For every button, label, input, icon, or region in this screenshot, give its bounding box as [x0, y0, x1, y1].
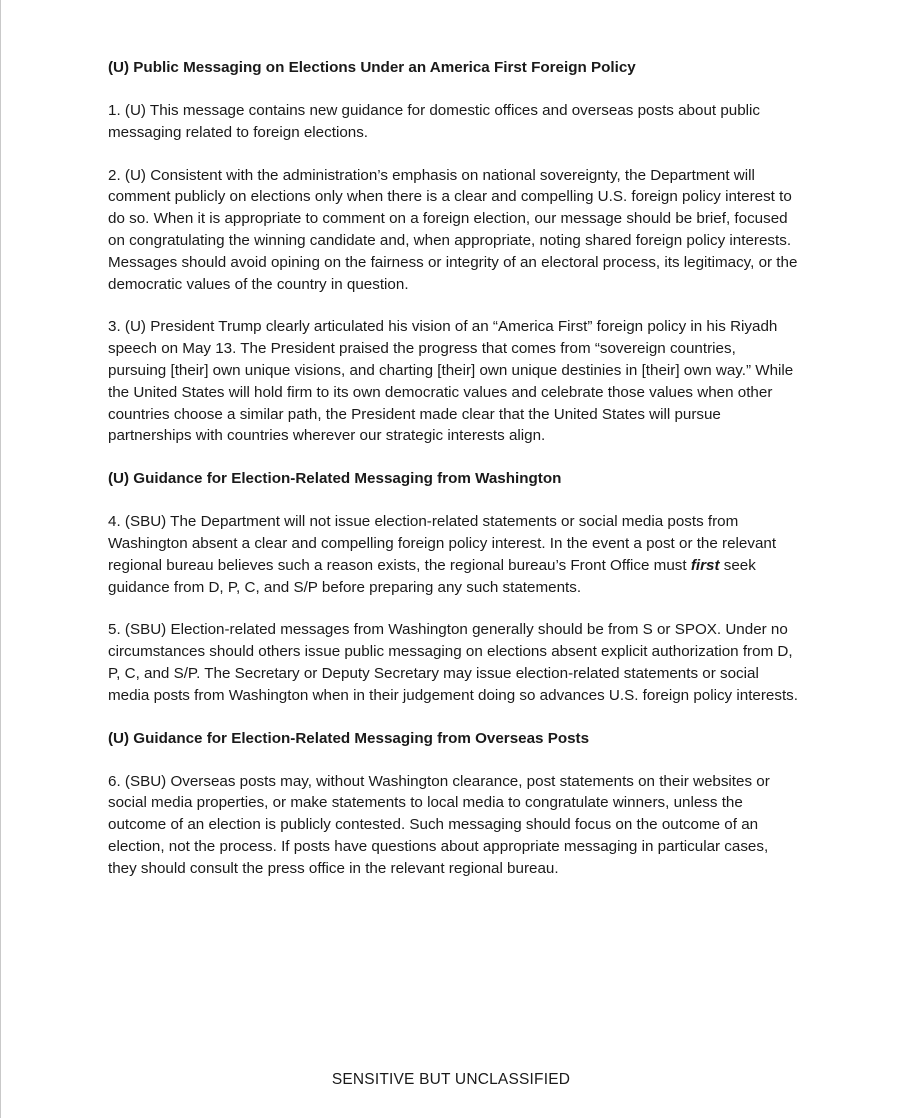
paragraph-5: 5. (SBU) Election-related messages from Washington generally should be from S or SPOX. Under no circumstances should others issue public messaging on elections absent explicit authorization from D, P, C, and S/P. The Secretary or Deputy Secretary may issue election-related statements or social media posts from Washington when in their judgement doing so advances U.S. foreign policy interests.	[108, 621, 798, 704]
paragraph-4-emphasis: first	[690, 556, 720, 574]
section-heading-washington: (U) Guidance for Election-Related Messaging from Washington	[108, 470, 562, 488]
paragraph-3: 3. (U) President Trump clearly articulated his vision of an “America First” foreign policy in his Riyadh speech on May 13. The President praised the progress that comes from “sovereign countries, pursuing [their] own unique visions, and charting [their] own unique destinies in [their] own way.” While the United States will hold firm to its own democratic values and celebrate those values when other countries choose a similar path, the President made clear that the United States will pursue partnerships with countries wherever our strategic interests align.	[108, 318, 794, 445]
section-heading-overseas: (U) Guidance for Election-Related Messaging from Overseas Posts	[108, 729, 590, 747]
paragraph-2: 2. (U) Consistent with the administration’s emphasis on national sovereignty, the Department will comment publicly on elections only when there is a clear and compelling U.S. foreign policy interest to do so. When it is appropriate to comment on a foreign election, our message should be brief, focused on congratulating the winning candidate and, when appropriate, noting shared foreign policy interests. Messages should avoid opining on the fairness or integrity of an electoral process, its legitimacy, or the democratic values of the country in question.	[108, 166, 798, 293]
classification-footer: SENSITIVE BUT UNCLASSIFIED	[331, 1071, 571, 1088]
paragraph-4-text-after: seek guidance from D, P, C, and S/P before preparing any such statements.	[108, 556, 756, 596]
paragraph-6: 6. (SBU) Overseas posts may, without Washington clearance, post statements on their websites or social media properties, or make statements to local media to congratulate winners, unless the outcome of an election is publicly contested. Such messaging should focus on the outcome of an election, not the process. If posts have questions about appropriate messaging in particular cases, they should consult the press office in the relevant regional bureau.	[108, 772, 770, 877]
document-body	[108, 57, 798, 880]
paragraph-1: 1. (U) This message contains new guidance for domestic offices and overseas posts about public messaging related to foreign elections.	[108, 102, 761, 141]
document-title: (U) Public Messaging on Elections Under an America First Foreign Policy	[108, 59, 636, 76]
paragraph-4-text-before: 4. (SBU) The Department will not issue election-related statements or social media posts from Washington absent a clear and compelling foreign policy interest. In the event a post or the relevant regional bureau believes such a reason exists, the regional bureau’s Front Office must	[108, 513, 777, 574]
paragraph-4	[108, 511, 798, 598]
